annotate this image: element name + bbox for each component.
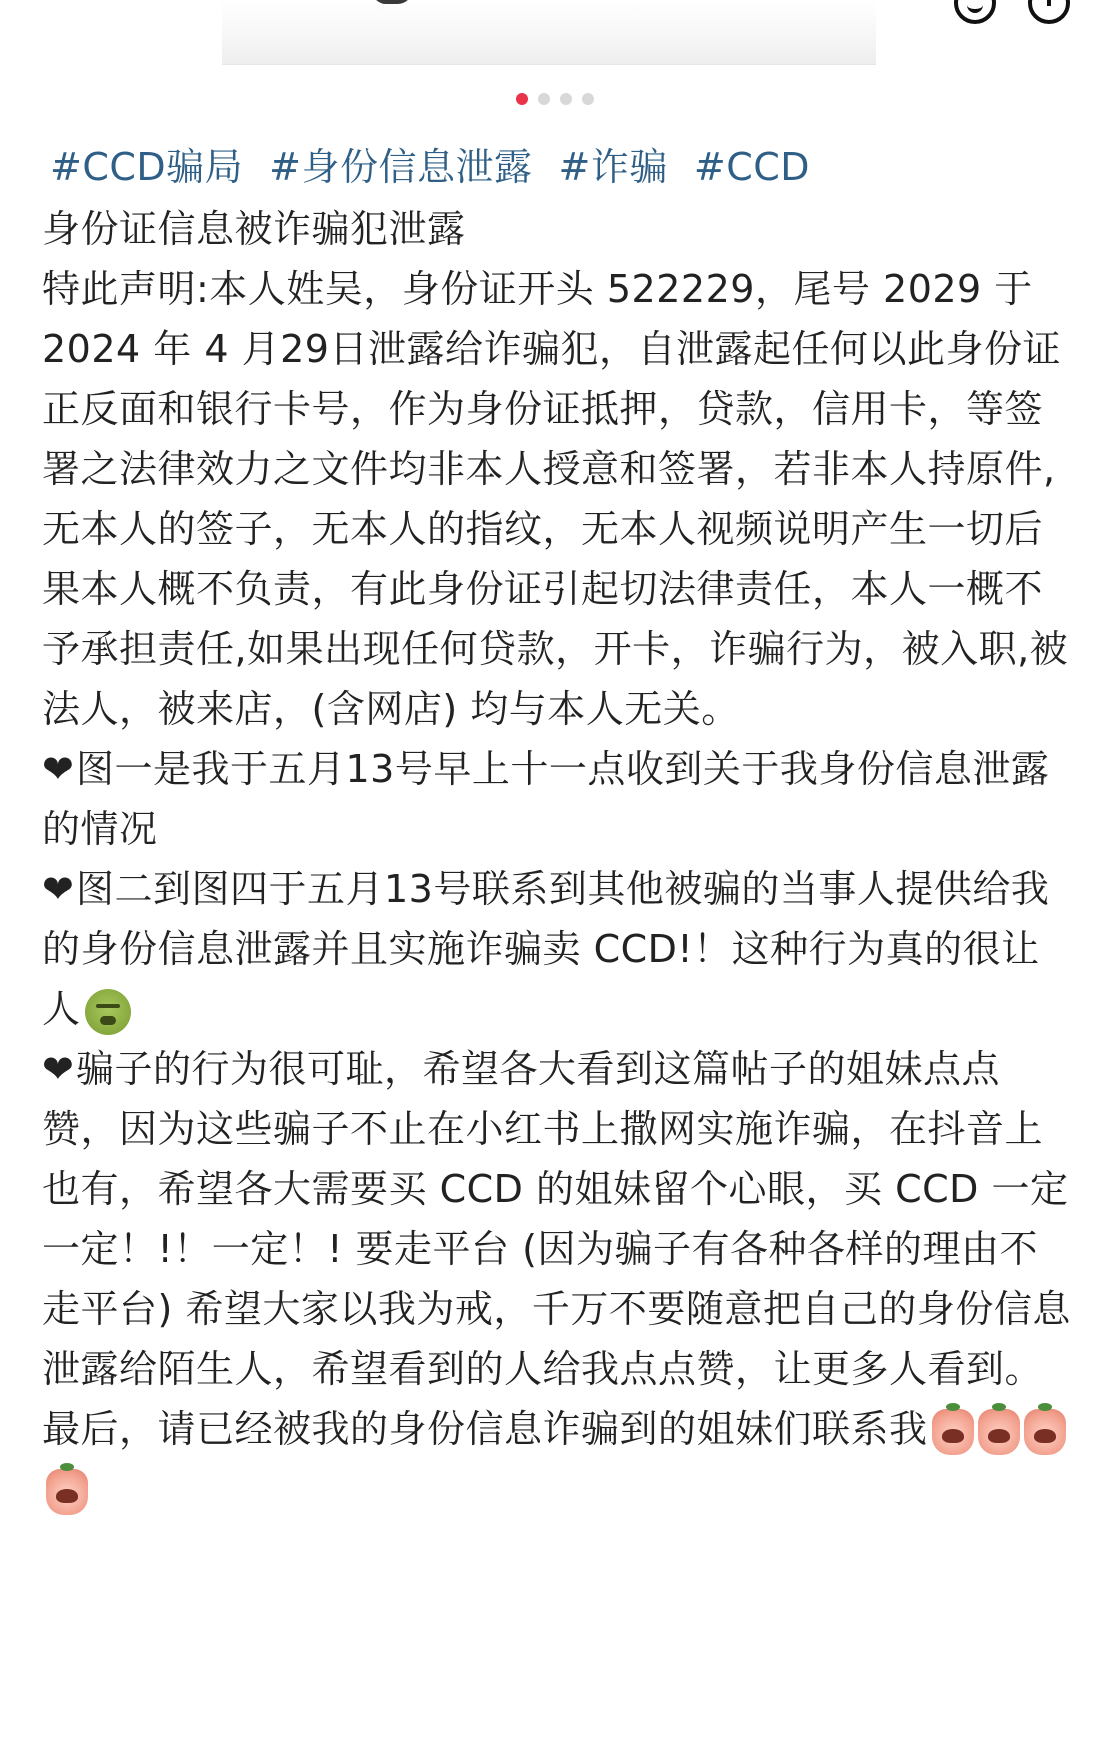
nauseated-face-icon	[85, 989, 131, 1035]
heart-icon: ❤	[42, 867, 75, 911]
pagination-dots	[0, 93, 1109, 105]
crying-face-icon	[978, 1409, 1020, 1455]
tag-ccd-scam[interactable]: #CCD骗局	[50, 145, 244, 189]
post-title: 身份证信息被诈骗犯泄露	[42, 207, 466, 251]
heart-icon: ❤	[42, 1047, 75, 1091]
crying-face-icon	[1024, 1409, 1066, 1455]
page-dot[interactable]	[538, 93, 550, 105]
top-image-strip	[222, 0, 876, 65]
page-dot[interactable]	[560, 93, 572, 105]
crying-face-icon	[46, 1469, 88, 1515]
post-content	[42, 137, 1072, 1519]
point-2	[42, 859, 1072, 1039]
page-dot-active[interactable]	[516, 93, 528, 105]
point-3-text: 骗子的行为很可耻，希望各大看到这篇帖子的姐妹点点赞，因为这些骗子不止在小红书上撒网实施诈骗，在抖音上也有，希望各大需要买 CCD 的姐妹留个心眼，买 CCD 一定一定！!！一定！! 要走平台 (因为骗子有各种各样的理由不走平台) 希望大家以我为戒，千万不要随意把自己的身份信息泄露给陌生人，希望看到的人给我点点赞，让更多人看到。最后，请已经被我的身份信息诈骗到的姐妹们联系我	[42, 1047, 1071, 1451]
heart-icon: ❤	[42, 747, 75, 791]
declaration-text: 特此声明:本人姓吴，身份证开头 522229，尾号 2029 于 2024 年 4 月29日泄露给诈骗犯，自泄露起任何以此身份证正反面和银行卡号，作为身份证抵押，贷款，信用卡，等签署之法律效力之文件均非本人授意和签署，若非本人持原件,无本人的签子，无本人的指纹，无本人视频说明产生一切后果本人概不负责，有此身份证引起切法律责任，本人一概不予承担责任,如果出现任何贷款，开卡，诈骗行为，被入职,被法人，被来店，(含网店) 均与本人无关。	[42, 267, 1069, 731]
tag-fraud[interactable]: #诈骗	[558, 145, 668, 189]
tag-ccd[interactable]: #CCD	[693, 145, 811, 189]
tag-list	[42, 137, 1072, 197]
point-2-text: 图二到图四于五月13号联系到其他被骗的当事人提供给我的身份信息泄露并且实施诈骗卖 CCD!！这种行为真的很让人	[42, 867, 1050, 1031]
tag-identity-leak[interactable]: #身份信息泄露	[269, 145, 533, 189]
point-3	[42, 1039, 1072, 1519]
point-1	[42, 739, 1072, 859]
smile-icon[interactable]	[954, 0, 996, 24]
crying-face-icon	[932, 1409, 974, 1455]
point-1-text: 图一是我于五月13号早上十一点收到关于我身份信息泄露的情况	[42, 747, 1050, 851]
more-icon[interactable]	[1028, 0, 1070, 24]
page-dot[interactable]	[582, 93, 594, 105]
avatar[interactable]	[372, 0, 412, 4]
